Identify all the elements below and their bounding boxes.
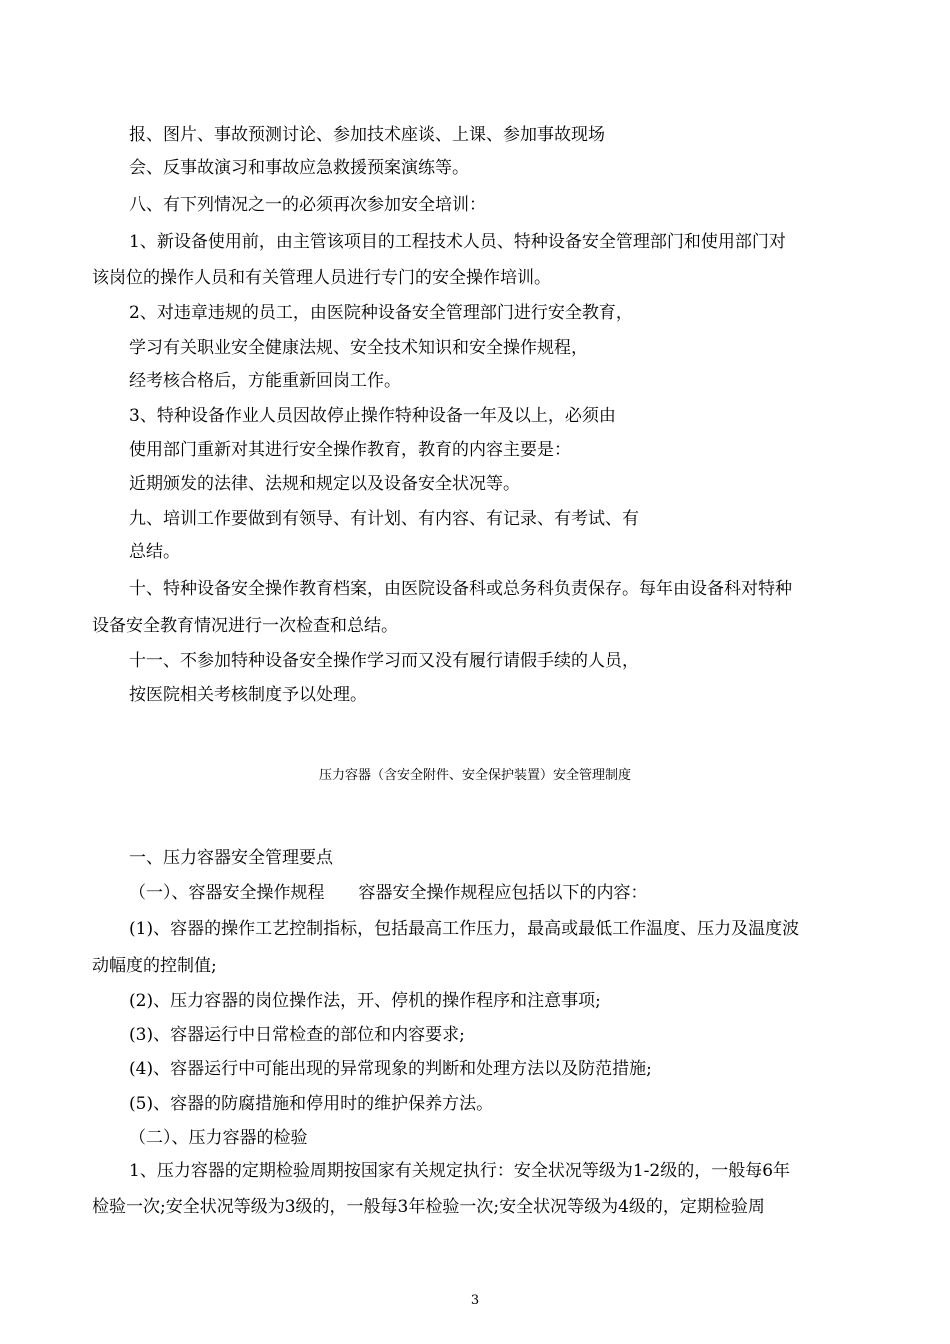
paragraph-line: 学习有关职业安全健康法规、安全技术知识和安全操作规程， — [129, 338, 588, 358]
paragraph-line: 报、图片、事故预测讨论、参加技术座谈、上课、参加事故现场 — [129, 125, 605, 145]
paragraph-line: (5)、容器的防腐措施和停用时的维护保养方法。 — [129, 1094, 494, 1114]
paragraph-line: 检验一次;安全状况等级为3级的，一般每3年检验一次;安全状况等级为4级的，定期检验周 — [92, 1197, 765, 1217]
paragraph-line: 八、有下列情况之一的必须再次参加安全培训： — [129, 195, 486, 215]
paragraph-line: 设备安全教育情况进行一次检查和总结。 — [92, 616, 398, 636]
paragraph-line: 九、培训工作要做到有领导、有计划、有内容、有记录、有考试、有 — [129, 509, 639, 529]
page-number: 3 — [470, 1293, 480, 1308]
paragraph-line: (2)、压力容器的岗位操作法，开、停机的操作程序和注意事项; — [129, 991, 601, 1011]
paragraph-line: 2、对违章违规的员工，由医院种设备安全管理部门进行安全教育， — [129, 303, 633, 323]
paragraph-line: 十、特种设备安全操作教育档案，由医院设备科或总务科负责保存。每年由设备科对特种 — [129, 579, 792, 599]
paragraph-line: 1、压力容器的定期检验周期按国家有关规定执行：安全状况等级为1-2级的，一般每6年 — [129, 1161, 791, 1181]
section-title: 压力容器（含安全附件、安全保护装置）安全管理制度 — [318, 768, 631, 783]
paragraph-line: 3、特种设备作业人员因故停止操作特种设备一年及以上，必须由 — [129, 406, 616, 426]
paragraph-line: (4)、容器运行中可能出现的异常现象的判断和处理方法以及防范措施; — [129, 1059, 652, 1079]
paragraph-line: 经考核合格后，方能重新回岗工作。 — [129, 371, 401, 391]
paragraph-line: 按医院相关考核制度予以处理。 — [129, 685, 367, 705]
paragraph-line: 总结。 — [129, 542, 180, 562]
paragraph-line: (1)、容器的操作工艺控制指标，包括最高工作压力，最高或最低工作温度、压力及温度波 — [129, 919, 800, 939]
paragraph-line: 动幅度的控制值; — [92, 956, 217, 976]
paragraph-line: （二）、压力容器的检验 — [129, 1128, 308, 1148]
paragraph-line: 近期颁发的法律、法规和规定以及设备安全状况等。 — [129, 474, 520, 494]
paragraph-line: （一）、容器安全操作规程 容器安全操作规程应包括以下的内容： — [129, 883, 648, 903]
paragraph-line: 该岗位的操作人员和有关管理人员进行专门的安全操作培训。 — [92, 268, 551, 288]
paragraph-line: 十一、不参加特种设备安全操作学习而又没有履行请假手续的人员， — [129, 651, 639, 671]
paragraph-line: 一、压力容器安全管理要点 — [129, 848, 333, 868]
paragraph-line: 会、反事故演习和事故应急救援预案演练等。 — [129, 158, 469, 178]
paragraph-line: 使用部门重新对其进行安全操作教育，教育的内容主要是： — [129, 440, 571, 460]
paragraph-line: 1、新设备使用前，由主管该项目的工程技术人员、特种设备安全管理部门和使用部门对 — [129, 232, 786, 252]
paragraph-line: (3)、容器运行中日常检查的部位和内容要求; — [129, 1025, 465, 1045]
